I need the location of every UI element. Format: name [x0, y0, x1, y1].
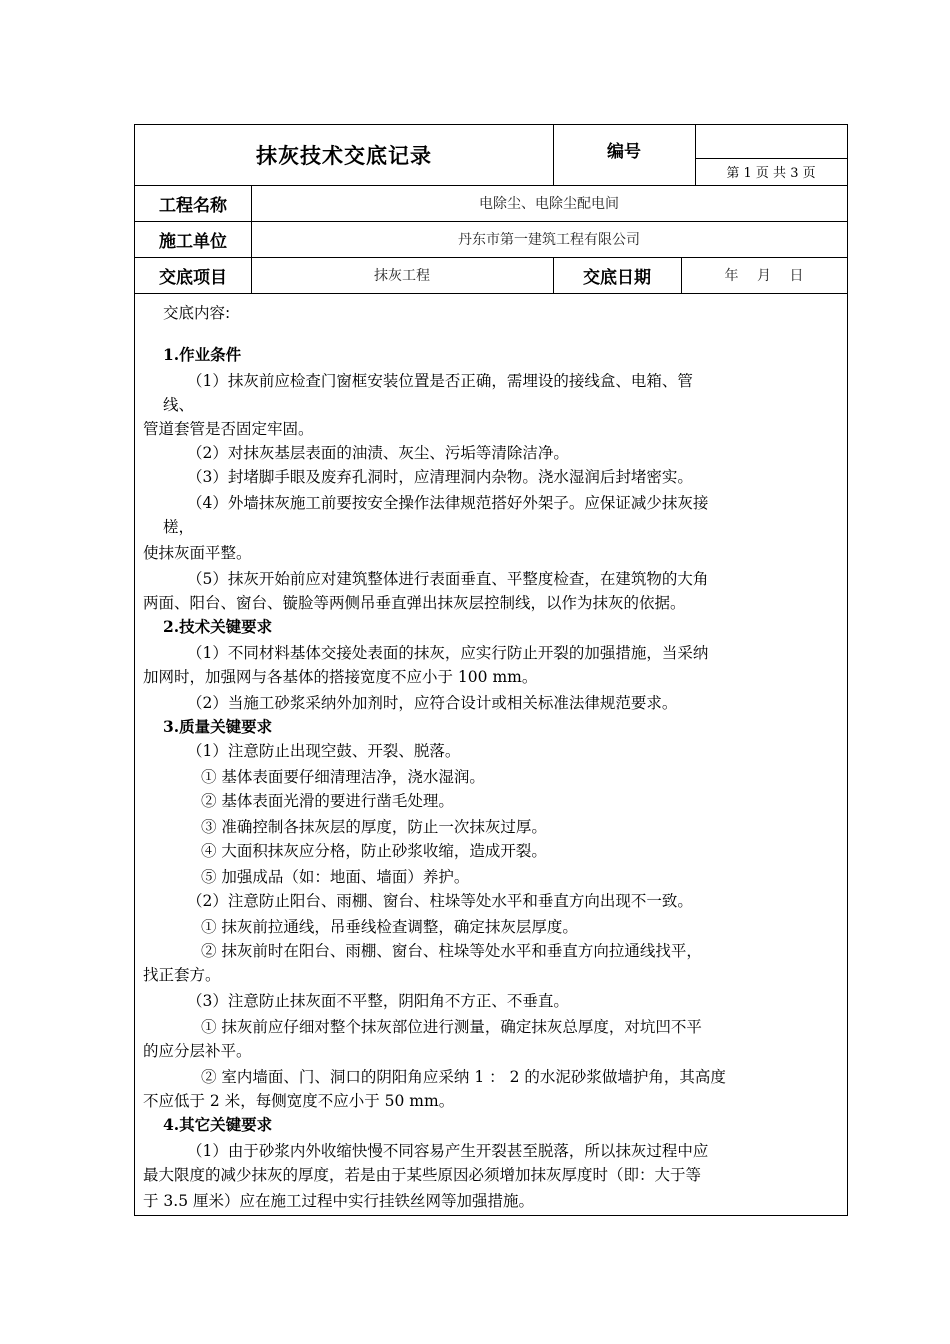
disclosure-item-label: 交底项目 — [159, 267, 227, 288]
content-line: ③ 准确控制各抹灰层的厚度，防止一次抹灰过厚。 — [201, 818, 547, 836]
content-line: ⑤ 加强成品（如：地面、墙面）养护。 — [201, 868, 470, 886]
content-line: ② 基体表面光滑的要进行凿毛处理。 — [201, 792, 454, 810]
disclosure-date-label: 交底日期 — [583, 267, 651, 288]
disclosure-item-value: 抹灰工程 — [374, 268, 430, 284]
content-line: （3）注意防止抹灰面不平整，阴阳角不方正、不垂直。 — [187, 992, 569, 1010]
content-line: 于 3.5 厘米）应在施工过程中实行挂铁丝网等加强措施。 — [143, 1192, 535, 1210]
content-line: 的应分层补平。 — [143, 1042, 252, 1060]
content-line: （2）注意防止阳台、雨棚、窗台、柱垛等处水平和垂直方向出现不一致。 — [187, 892, 693, 910]
disclosure-record-sheet — [134, 124, 848, 1216]
content-line: ① 抹灰前拉通线，吊垂线检查调整，确定抹灰层厚度。 — [201, 918, 578, 936]
content-line: （3）封堵脚手眼及废弃孔洞时，应清理洞内杂物。浇水湿润后封堵密实。 — [187, 468, 693, 486]
project-name-value: 电除尘、电除尘配电间 — [479, 196, 619, 212]
project-name-label: 工程名称 — [159, 195, 227, 216]
content-line: （1）不同材料基体交接处表面的抹灰，应实行防止开裂的加强措施，当采纳 — [187, 644, 709, 662]
construction-unit-label: 施工单位 — [159, 231, 227, 252]
date-text: 年 月 日 — [724, 268, 804, 284]
content-line: （4）外墙抹灰施工前要按安全操作法律规范搭好外架子。应保证减少抹灰接 — [187, 494, 709, 512]
content-line: ② 抹灰前时在阳台、雨棚、窗台、柱垛等处水平和垂直方向拉通线找平， — [201, 942, 702, 960]
section-heading: 2.技术关键要求 — [163, 617, 273, 636]
content-line: ④ 大面积抹灰应分格，防止砂浆收缩，造成开裂。 — [201, 842, 547, 860]
content-intro: 交底内容: — [163, 304, 231, 322]
construction-unit-value: 丹东市第一建筑工程有限公司 — [458, 232, 640, 248]
document-title: 抹灰技术交底记录 — [256, 143, 432, 168]
disclosure-date-value — [681, 257, 847, 293]
content-line: ② 室内墙面、门、洞口的阴阳角应采纳 1 ： 2 的水泥砂浆做墙护角，其高度 — [201, 1068, 726, 1086]
content-line: 最大限度的减少抹灰的厚度，若是由于某些原因必须增加抹灰厚度时（即：大于等 — [143, 1166, 702, 1184]
page-info: 第 1 页 共 3 页 — [726, 166, 816, 181]
content-line: 管道套管是否固定牢固。 — [143, 420, 314, 438]
content-line: （1）抹灰前应检查门窗框安装位置是否正确，需埋设的接线盒、电箱、管 — [187, 372, 693, 390]
content-line: 加网时，加强网与各基体的搭接宽度不应小于 100 mm。 — [143, 668, 538, 686]
number-label: 编号 — [607, 141, 641, 162]
section-heading: 1.作业条件 — [163, 345, 242, 364]
content-line: 线、 — [163, 396, 195, 414]
content-line: 两面、阳台、窗台、镟脸等两侧吊垂直弹出抹灰层控制线，以作为抹灰的依据。 — [143, 594, 686, 612]
content-line: 不应低于 2 米，每侧宽度不应小于 50 mm。 — [143, 1092, 455, 1110]
content-line: 使抹灰面平整。 — [143, 544, 252, 562]
section-heading: 4.其它关键要求 — [163, 1115, 273, 1134]
number-value — [695, 125, 847, 158]
content-line: （2）当施工砂浆采纳外加剂时，应符合设计或相关标准法律规范要求。 — [187, 694, 678, 712]
content-line: 找正套方。 — [143, 966, 221, 984]
content-line: （1）注意防止出现空鼓、开裂、脱落。 — [187, 742, 461, 760]
section-heading: 3.质量关键要求 — [163, 717, 273, 736]
row-divider — [135, 293, 847, 294]
content-line: ① 抹灰前应仔细对整个抹灰部位进行测量，确定抹灰总厚度，对坑凹不平 — [201, 1018, 702, 1036]
content-line: （5）抹灰开始前应对建筑整体进行表面垂直、平整度检查，在建筑物的大角 — [187, 570, 709, 588]
content-line: ① 基体表面要仔细清理洁净，浇水湿润。 — [201, 768, 485, 786]
content-line: （1）由于砂浆内外收缩快慢不同容易产生开裂甚至脱落，所以抹灰过程中应 — [187, 1142, 709, 1160]
content-line: （2）对抹灰基层表面的油渍、灰尘、污垢等清除洁净。 — [187, 444, 569, 462]
content-line: 槎， — [163, 518, 195, 536]
